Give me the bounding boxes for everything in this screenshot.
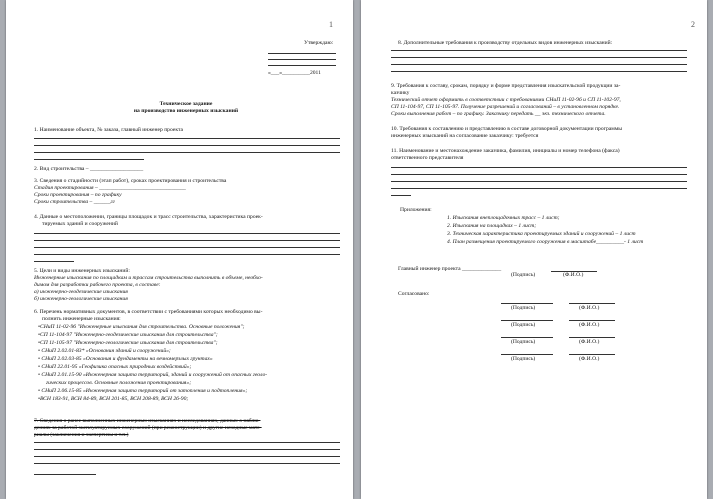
fill-line — [34, 138, 340, 139]
fill-line — [34, 449, 340, 450]
section-6: 6. Перечень нормативных документов, в соответствии с требованиями которых необходимо вы- — [34, 309, 263, 315]
fill-line — [391, 181, 687, 182]
section-5-item-b: б) инженерно-геологические изыскания — [34, 296, 128, 302]
fill-line — [391, 57, 687, 58]
section-5-text: димом для разработки рабочего проекта, в составе: — [34, 282, 161, 288]
section-9-text: СП 11-104-97, СП 11-105-97. Получение разрешений и согласований – в установленном порядке. — [391, 104, 620, 110]
fio-line — [569, 303, 615, 304]
section-8: 8. Дополнительные требования к производству отдельных видов инженерных изысканий: — [398, 40, 613, 46]
appendix-item: 2. Изыскания на площадках – 1 лист; — [447, 223, 537, 229]
approve-line — [268, 59, 336, 60]
approve-line — [268, 65, 336, 66]
appendix-item: 3. Техническая характеристика проектируемых зданий и сооружений – 1 лист — [447, 231, 636, 237]
section-9: 9. Требования к составу, срокам, порядку и форме представления изыскательской продукции за- — [391, 83, 621, 89]
fio-caption: (Ф.И.О.) — [579, 339, 600, 345]
fill-line — [34, 463, 340, 464]
section-10-cont: инженерных изысканий на согласование заказчику: требуется — [391, 133, 539, 139]
section-7-cont: риалы (заключения и экспертизы и т.п.) — [34, 432, 129, 438]
norm-item: •СП 11-105-97 "Инженерно-геологические изыскания для строительства"; — [38, 340, 218, 346]
signature-line — [501, 320, 553, 321]
fill-line — [34, 442, 340, 443]
fill-line — [34, 240, 340, 241]
section-9-text: Сроки выполнения работ – по графику. Заказчику передать __ экз. технического отчета. — [391, 111, 606, 117]
doc-title: Техническое задание — [159, 101, 213, 107]
doc-subtitle: на производство инженерных изысканий — [133, 108, 239, 114]
fill-line — [34, 474, 96, 475]
fill-line — [391, 64, 687, 65]
section-1: 1. Наименование объекта, № заказа, главный инженер проекта — [34, 127, 183, 133]
signature-caption: (Подпись) — [511, 272, 536, 278]
section-5-item-a: а) инженерно-геодезические изыскания — [34, 289, 128, 295]
section-4: 4. Данные о местоположении, границы площадок и трасс строительства, характеристика проек- — [34, 214, 263, 220]
chief-engineer-label: Главный инженер проекта ______________ — [398, 266, 502, 272]
section-3-stage: Стадия проектирования – _______________________________ — [34, 185, 186, 191]
fill-line — [34, 261, 74, 262]
fill-line — [34, 145, 340, 146]
page-number: 2 — [691, 20, 695, 29]
section-11-cont: ответственного представителя — [391, 155, 464, 161]
approve-line — [268, 53, 336, 54]
fill-line — [34, 159, 144, 160]
fio-caption: (Ф.И.О.) — [579, 305, 600, 311]
section-3-design: Сроки проектирования – по графику — [34, 192, 122, 198]
signature-caption: (Подпись) — [511, 339, 536, 345]
agreed-label: Согласовано: — [398, 291, 430, 297]
fio-caption: (Ф.И.О.) — [579, 322, 600, 328]
norm-item: •СП 11-104-97 "Инженерно-геодезические изыскания для строительства"; — [38, 332, 218, 338]
norm-item: • СНиП 22.01-95 «Геофизика опасных природных воздействий»; — [38, 364, 192, 370]
section-4-cont: тируемых зданий и сооружений — [42, 221, 118, 227]
norm-item: • СНиП 2.02.03-85 «Основания и фундаменты на вечномерзлых грунтах» — [38, 356, 213, 362]
section-7: 7. Сведения о ранее выполненных инженерных изысканиях и исследованиях, данных о наблю- — [34, 418, 261, 424]
fill-line — [391, 195, 411, 196]
fio-line — [569, 354, 615, 355]
fill-line — [391, 50, 687, 51]
norm-item: • СНиП 2.01.15-90 «Инженерная защита территорий, зданий и сооружений от опасных геоло- — [38, 372, 268, 378]
fill-line — [34, 254, 340, 255]
section-9-text: Технический отчет оформить в соответствии с требованиями СНиП 11-02-96 и СП 11-102-97, — [391, 97, 621, 103]
norm-item: • СНиП 2.02.01-83* «Основания зданий и сооружений»; — [38, 348, 171, 354]
fill-line — [391, 174, 687, 175]
approve-label: Утверждаю: — [304, 40, 334, 46]
fill-line — [34, 456, 340, 457]
approve-date: «___»__________2011 — [268, 70, 321, 76]
signature-caption: (Подпись) — [511, 305, 536, 311]
norm-item: •СНиП 11-02-96 "Инженерные изыскания для строительства. Основные положения"; — [38, 324, 245, 330]
signature-line — [501, 354, 553, 355]
fio-caption: (Ф.И.О.) — [563, 272, 584, 278]
section-5-text: Инженерные изыскания по площадкам и трассам строительства выполнить в объеме, необхо- — [34, 275, 263, 281]
fio-line — [569, 320, 615, 321]
fill-line — [391, 167, 687, 168]
appendix-item: 1. Изыскания внеплощадочных трасс – 1 лист; — [447, 215, 560, 221]
fill-line — [34, 152, 340, 153]
section-10: 10. Требования к составлению и представлению в составе договорной документации программы — [391, 126, 623, 132]
section-3: 3. Сведения о стадийности (этап работ), сроках проектирования и строительства — [34, 178, 227, 184]
norm-item-cont: гических процессов. Основные положения проектирования»; — [46, 380, 192, 386]
appendix-item: 4. План размещения проектируемого сооружения в масштабе__________- 1 лист — [447, 239, 644, 245]
norm-item: •ВСН 183-91, ВСН 84-89, ВСН 201-85, ВСН 208-89, ВСН 26-90; — [38, 396, 189, 402]
section-11: 11. Наименование и местонахождение заказчика, фамилия, инициалы и номер телефона (факса) — [391, 148, 620, 154]
signature-line — [501, 337, 553, 338]
page-2 — [361, 0, 707, 499]
norm-item: • СНиП 2.06.15-85 «Инженерная защита территорий от затопления и подтопления»; — [38, 388, 248, 394]
appendix-title: Приложения: — [400, 207, 432, 213]
fill-line — [391, 71, 687, 72]
fio-caption: (Ф.И.О.) — [579, 356, 600, 362]
fio-line — [569, 337, 615, 338]
section-6-cont: полнить инженерные изыскания: — [42, 316, 121, 322]
section-3-build: Сроки строительства – ______гг — [34, 199, 115, 205]
fill-line — [34, 233, 340, 234]
signature-caption: (Подпись) — [511, 322, 536, 328]
signature-caption: (Подпись) — [511, 356, 536, 362]
fill-line — [34, 247, 340, 248]
page-1 — [6, 0, 353, 499]
signature-line — [501, 303, 553, 304]
section-7-cont: дениях за работой эксплуатируемых сооружений (при реконструкции) и другие исходные мате- — [34, 425, 262, 431]
section-5: 5. Цели и виды инженерных изысканий: — [34, 268, 130, 274]
page-number: 1 — [329, 20, 333, 29]
fill-line — [391, 188, 687, 189]
section-2: 2. Вид строительства – ___________________ — [34, 166, 144, 172]
section-9-cont: казчику — [391, 90, 410, 96]
